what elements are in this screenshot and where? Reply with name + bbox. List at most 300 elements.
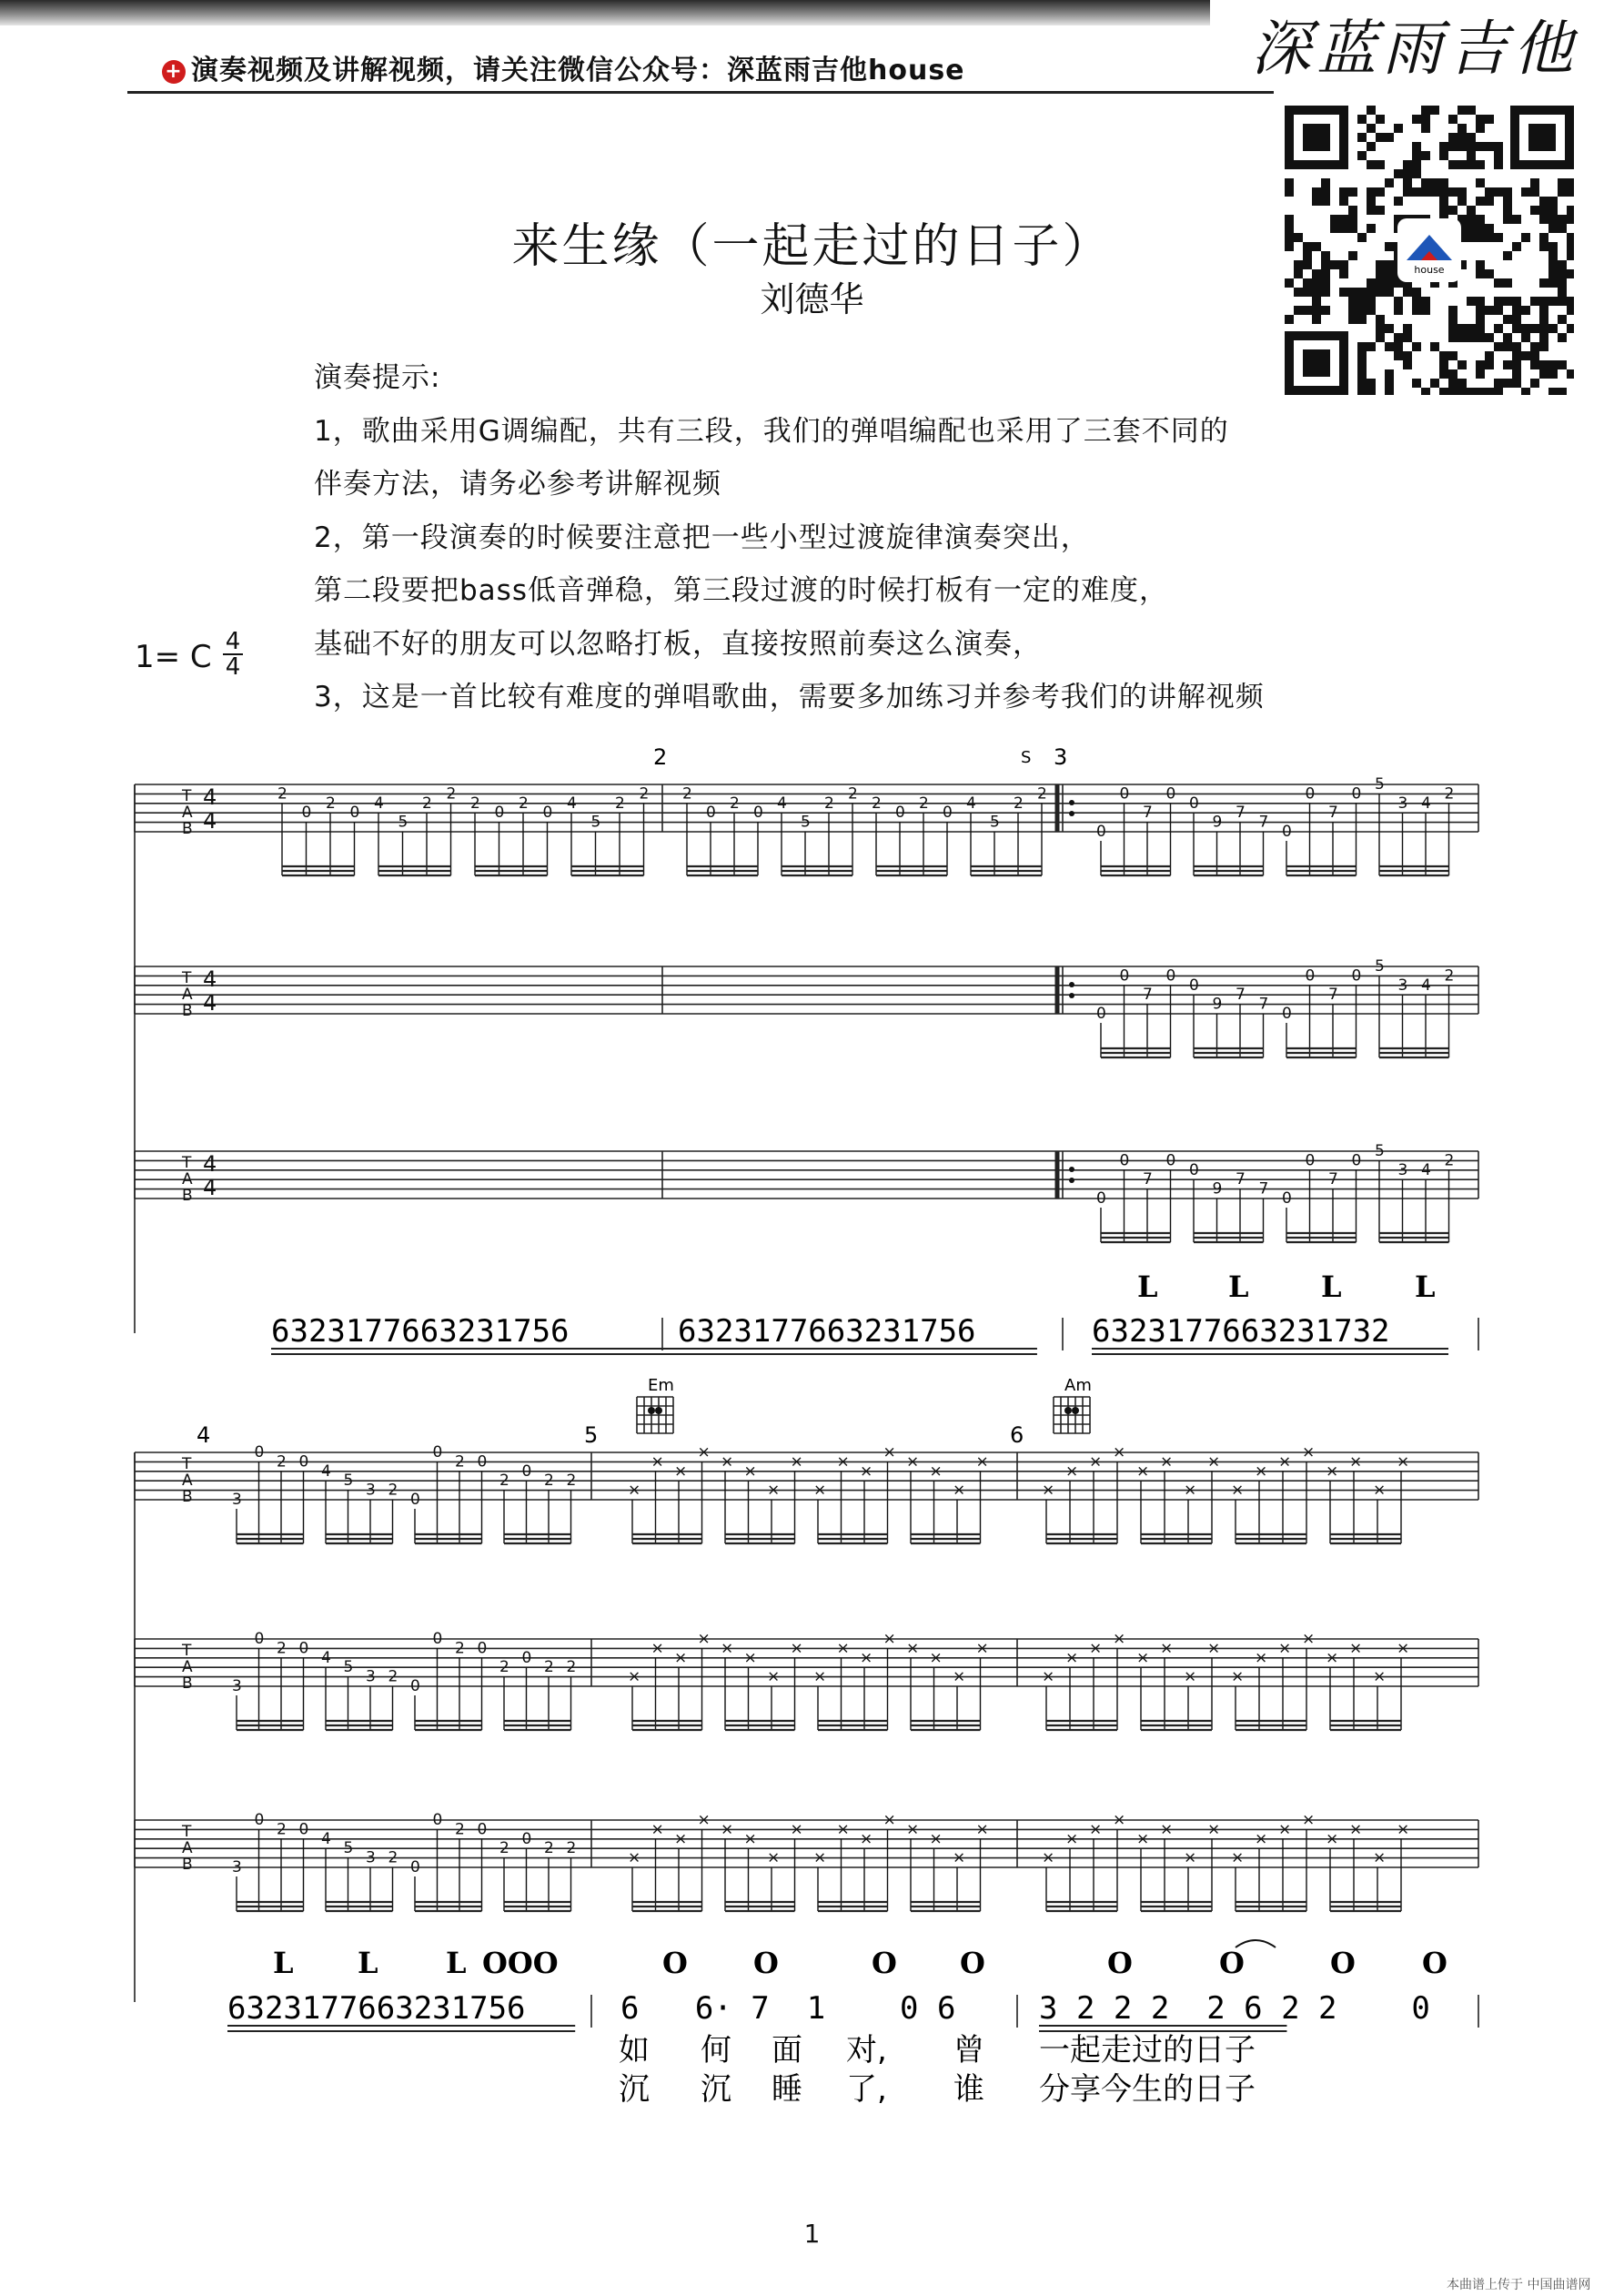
tab-fret: 2 [1444, 1151, 1455, 1170]
tab-fret: 0 [477, 1820, 488, 1839]
tab-x-note: × [1042, 1481, 1055, 1500]
tab-fret: 0 [895, 804, 905, 823]
tab-fret: 0 [1119, 784, 1130, 804]
tab-x-note: × [721, 1639, 734, 1658]
tab-fret: 0 [410, 1858, 420, 1876]
tab-x-note: × [836, 1820, 850, 1839]
tab-x-note: × [1113, 1443, 1126, 1462]
tab-clef: B [182, 1488, 193, 1506]
tab-x-note: × [1184, 1848, 1197, 1867]
tab-x-note: × [860, 1648, 873, 1667]
tab-x-note: × [1113, 1811, 1126, 1829]
tab-fret: 5 [1375, 775, 1385, 794]
tab-fret: 0 [432, 1443, 443, 1462]
tab-fret: 0 [521, 1648, 532, 1667]
tab-fret: 4 [321, 1648, 331, 1667]
tips-line: 基础不好的朋友可以忽略打板，直接按照前奏这么演奏， [314, 627, 1042, 661]
tab-x-note: × [813, 1481, 827, 1500]
tab-fret: 5 [398, 813, 409, 832]
tab-fret: 2 [544, 1472, 554, 1491]
tab-fret: 5 [343, 1658, 354, 1677]
tab-x-note: × [1397, 1820, 1410, 1839]
tab-fret: 0 [1305, 966, 1316, 986]
tab-fret: 0 [494, 804, 505, 823]
tab-x-note: × [953, 1848, 966, 1867]
tab-x-note: × [767, 1481, 781, 1500]
lyric: 了, [846, 2071, 887, 2108]
tab-x-note: × [1207, 1452, 1221, 1472]
tab-x-note: × [1302, 1443, 1316, 1462]
tab-x-note: × [651, 1820, 664, 1839]
tab-x-note: × [1349, 1639, 1363, 1658]
tab-fret: 7 [1258, 813, 1269, 832]
tab-fret: 2 [470, 794, 480, 813]
tab-fret: 0 [1351, 1151, 1362, 1170]
tab-x-note: × [1349, 1452, 1363, 1472]
song-artist: 刘德华 [760, 279, 864, 319]
tab-fret: 0 [254, 1443, 265, 1462]
strum-mark: O [1107, 1946, 1133, 1980]
tab-fret: 2 [455, 1820, 465, 1839]
tab-clef: A [182, 1170, 193, 1188]
repeat-dot [1069, 800, 1074, 805]
chord-dot [1064, 1407, 1072, 1414]
tab-x-note: × [1326, 1462, 1339, 1481]
tips-line: 1，歌曲采用G调编配，共有三段，我们的弹唱编配也采用了三套不同的 [314, 414, 1229, 448]
tab-fret: 2 [388, 1481, 398, 1500]
tab-fret: 0 [1351, 784, 1362, 804]
promo-label: 演奏视频及讲解视频，请关注微信公众号：深蓝雨吉他house [191, 55, 965, 86]
tab-fret: 0 [753, 804, 763, 823]
tab-x-note: × [1042, 1667, 1055, 1686]
strum-mark: L [273, 1946, 294, 1980]
strum-mark: O [1330, 1946, 1356, 1980]
tab-fret: 5 [590, 813, 601, 832]
tab-x-note: × [929, 1829, 943, 1848]
tab-x-note: × [743, 1829, 757, 1848]
tab-time: 4 [203, 966, 217, 992]
measure-number: 5 [584, 1422, 599, 1448]
lyric: 睡 [772, 2071, 802, 2108]
tab-clef: B [182, 820, 193, 838]
tab-fret: 0 [1282, 1005, 1292, 1023]
strum-mark: L [1321, 1269, 1342, 1304]
tab-fret: 4 [966, 794, 976, 813]
tab-x-note: × [1089, 1639, 1103, 1658]
tab-fret: 4 [567, 794, 577, 813]
tab-x-note: × [743, 1648, 757, 1667]
tab-fret: 7 [1236, 1170, 1246, 1189]
tab-x-note: × [767, 1667, 781, 1686]
numbered-notation: 6323177663231732 [1092, 1313, 1390, 1350]
tab-time: 4 [203, 784, 217, 810]
tips-line: 第二段要把bass低音弹稳，第三段过渡的时候打板有一定的难度， [314, 574, 1168, 607]
tab-fret: 2 [388, 1848, 398, 1867]
tab-fret: 7 [1328, 1170, 1338, 1189]
tab-x-note: × [1373, 1848, 1387, 1867]
tips-line: 2，第一段演奏的时候要注意把一些小型过渡旋律演奏突出， [314, 521, 1090, 554]
tab-x-note: × [1136, 1462, 1150, 1481]
tab-x-note: × [836, 1639, 850, 1658]
tab-x-note: × [883, 1811, 896, 1829]
tab-fret: 2 [566, 1839, 577, 1858]
tab-time: 4 [203, 990, 217, 1016]
tab-x-note: × [674, 1829, 688, 1848]
tab-x-note: × [1231, 1848, 1245, 1867]
repeat-dot [1069, 993, 1074, 998]
tab-x-note: × [1278, 1452, 1292, 1472]
measure-number: 6 [1010, 1422, 1024, 1448]
tab-x-note: × [628, 1848, 641, 1867]
tab-x-note: × [1207, 1639, 1221, 1658]
tab-fret: 2 [446, 784, 457, 804]
strum-mark: L [1415, 1269, 1436, 1304]
tab-x-note: × [929, 1648, 943, 1667]
tab-x-note: × [697, 1630, 711, 1648]
tab-fret: 3 [232, 1491, 242, 1509]
tab-clef: B [182, 1674, 193, 1693]
tab-x-note: × [906, 1452, 920, 1472]
tab-fret: 3 [1397, 976, 1408, 995]
repeat-dot [1069, 811, 1074, 816]
tab-x-note: × [1160, 1639, 1174, 1658]
repeat-dot [1069, 1178, 1074, 1183]
strum-mark: L [1228, 1269, 1249, 1304]
tab-x-note: × [1231, 1667, 1245, 1686]
repeat-dot [1069, 982, 1074, 987]
tab-fret: 2 [277, 1452, 287, 1472]
tab-fret: 7 [1143, 986, 1153, 1005]
tab-fret: 0 [1165, 784, 1176, 804]
tab-fret: 2 [499, 1472, 509, 1491]
tab-x-note: × [628, 1481, 641, 1500]
tab-fret: 3 [232, 1677, 242, 1695]
tab-clef: A [182, 804, 193, 822]
tab-x-note: × [721, 1820, 734, 1839]
lyric: 曾 [953, 2032, 984, 2068]
tab-clef: T [182, 1642, 192, 1660]
tab-fret: 5 [990, 813, 1000, 832]
tab-x-note: × [836, 1452, 850, 1472]
tab-fret: 2 [544, 1658, 554, 1677]
chord-dot [655, 1407, 662, 1414]
numbered-notation: 3 2 2 2 2 6 2 2 0 [1039, 1990, 1430, 2027]
tab-fret: 0 [298, 1820, 309, 1839]
tab-clef: B [182, 1002, 193, 1020]
tab-fret: 0 [432, 1630, 443, 1648]
lyric: 沉 [619, 2071, 650, 2108]
tab-x-note: × [883, 1630, 896, 1648]
tab-fret: 0 [521, 1462, 532, 1481]
tab-x-note: × [1136, 1829, 1150, 1848]
tab-fret: 2 [422, 794, 432, 813]
tab-x-note: × [790, 1820, 803, 1839]
numbered-notation: 6 6· 7 1 0 6 [620, 1990, 956, 2027]
time-bottom: 4 [225, 653, 241, 681]
tab-x-note: × [1089, 1820, 1103, 1839]
tab-fret: 2 [730, 794, 740, 813]
chord-name: Em [648, 1376, 674, 1395]
tab-x-note: × [1302, 1811, 1316, 1829]
chord-dot [1072, 1407, 1079, 1414]
tab-x-note: × [1349, 1820, 1363, 1839]
tab-fret: 2 [519, 794, 529, 813]
tab-fret: 2 [824, 794, 834, 813]
tab-fret: 9 [1212, 813, 1223, 832]
tab-time: 4 [203, 808, 217, 834]
tab-fret: 3 [232, 1858, 242, 1876]
strum-mark: L [358, 1946, 378, 1980]
tab-fret: 2 [1444, 784, 1455, 804]
tab-fret: 2 [615, 794, 625, 813]
tab-clef: B [182, 1187, 193, 1205]
slide-mark: S [1021, 748, 1032, 767]
tab-fret: 0 [1282, 1189, 1292, 1208]
lyric: 何 [701, 2032, 731, 2068]
tab-fret: 7 [1236, 804, 1246, 823]
tab-fret: 2 [848, 784, 858, 804]
tab-fret: 2 [1014, 794, 1024, 813]
brand-logo: 深蓝雨吉他 [1251, 14, 1579, 84]
tab-fret: 2 [499, 1839, 509, 1858]
tab-fret: 2 [388, 1667, 398, 1686]
tab-x-note: × [906, 1639, 920, 1658]
tab-fret: 0 [1351, 966, 1362, 986]
tab-fret: 2 [872, 794, 882, 813]
tab-x-note: × [975, 1452, 989, 1472]
tab-fret: 3 [366, 1848, 376, 1867]
tab-fret: 3 [366, 1481, 376, 1500]
tab-fret: 0 [1165, 966, 1176, 986]
tab-fret: 4 [321, 1829, 331, 1848]
strum-mark: L [1137, 1269, 1158, 1304]
strum-mark: O [1219, 1946, 1245, 1980]
tab-x-note: × [790, 1639, 803, 1658]
tab-x-note: × [929, 1462, 943, 1481]
lyric: 一起走过的日子 [1039, 2032, 1256, 2068]
tab-fret: 0 [943, 804, 953, 823]
lyric: 谁 [953, 2071, 984, 2108]
tab-x-note: × [1184, 1481, 1197, 1500]
numbered-notation: 6323177663231756 [227, 1990, 526, 2027]
tab-x-note: × [975, 1639, 989, 1658]
tab-clef: A [182, 1658, 193, 1676]
tab-x-note: × [1326, 1829, 1339, 1848]
lyric: 对, [846, 2032, 887, 2068]
tab-x-note: × [767, 1848, 781, 1867]
tab-fret: 0 [254, 1630, 265, 1648]
tab-fret: 7 [1258, 995, 1269, 1014]
tips-line: 伴奏方法，请务必参考讲解视频 [314, 468, 721, 501]
tab-fret: 5 [1375, 1142, 1385, 1160]
tab-x-note: × [975, 1820, 989, 1839]
tab-fret: 7 [1143, 804, 1153, 823]
chord-dot [648, 1407, 655, 1414]
tab-fret: 4 [1421, 976, 1431, 995]
tab-fret: 0 [1119, 966, 1130, 986]
tab-fret: 5 [1375, 957, 1385, 976]
numbered-notation: 6323177663231756 [271, 1313, 570, 1350]
numbered-notation: 6323177663231756 [678, 1313, 976, 1350]
tab-fret: 2 [544, 1839, 554, 1858]
tips-line: 3，这是一首比较有难度的弹唱歌曲，需要多加练习并参考我们的讲解视频 [314, 681, 1265, 713]
strum-mark: O [960, 1946, 985, 1980]
measure-number: 2 [653, 744, 668, 770]
tab-fret: 3 [1397, 794, 1408, 813]
tab-x-note: × [1207, 1820, 1221, 1839]
tab-x-note: × [1278, 1820, 1292, 1839]
footer-credit: 本曲谱上传于 中国曲谱网 [1447, 2278, 1591, 2292]
tab-fret: 7 [1328, 804, 1338, 823]
page-number: 1 [803, 2219, 821, 2249]
tab-fret: 3 [366, 1667, 376, 1686]
tab-x-note: × [743, 1462, 757, 1481]
lyric: 如 [619, 2032, 650, 2068]
tab-clef: A [182, 1472, 193, 1490]
tab-fret: 0 [1096, 1005, 1106, 1023]
tab-fret: 0 [1189, 1160, 1199, 1179]
tab-fret: 0 [1096, 823, 1106, 841]
tab-fret: 2 [1037, 784, 1047, 804]
tab-fret: 5 [801, 813, 811, 832]
tab-x-note: × [1160, 1820, 1174, 1839]
tab-x-note: × [1397, 1452, 1410, 1472]
tab-fret: 0 [1282, 823, 1292, 841]
tab-clef: T [182, 1455, 192, 1473]
tab-fret: 4 [1421, 794, 1431, 813]
tab-fret: 2 [566, 1472, 577, 1491]
tab-x-note: × [674, 1648, 688, 1667]
tab-x-note: × [860, 1829, 873, 1848]
tab-x-note: × [1326, 1648, 1339, 1667]
tab-fret: 4 [321, 1462, 331, 1481]
tab-x-note: × [790, 1452, 803, 1472]
tab-x-note: × [628, 1667, 641, 1686]
tab-x-note: × [1089, 1452, 1103, 1472]
tab-fret: 0 [298, 1452, 309, 1472]
tab-fret: 0 [1189, 794, 1199, 813]
tab-x-note: × [1113, 1630, 1126, 1648]
tab-x-note: × [1065, 1462, 1079, 1481]
tab-fret: 9 [1212, 1179, 1223, 1199]
tab-fret: 2 [455, 1452, 465, 1472]
tab-fret: 0 [706, 804, 716, 823]
measure-number: 4 [197, 1422, 211, 1448]
tab-x-note: × [1160, 1452, 1174, 1472]
tab-x-note: × [906, 1820, 920, 1839]
tab-clef: A [182, 1839, 193, 1857]
tab-x-note: × [1065, 1648, 1079, 1667]
tab-x-note: × [1255, 1462, 1268, 1481]
tab-fret: 0 [477, 1452, 488, 1472]
tab-fret: 7 [1258, 1179, 1269, 1199]
song-title: 来生缘（一起走过的日子） [511, 219, 1113, 274]
tab-x-note: × [1373, 1667, 1387, 1686]
strum-mark: O [753, 1946, 779, 1980]
tab-fret: 0 [542, 804, 553, 823]
tab-fret: 2 [277, 1639, 287, 1658]
lyric: 面 [772, 2032, 802, 2068]
strum-mark: O [1422, 1946, 1447, 1980]
strum-mark: O [872, 1946, 897, 1980]
tab-fret: 2 [1444, 966, 1455, 986]
tab-x-note: × [1231, 1481, 1245, 1500]
tab-x-note: × [651, 1452, 664, 1472]
strum-mark: O [662, 1946, 688, 1980]
tab-clef: A [182, 986, 193, 1004]
repeat-dot [1069, 1167, 1074, 1172]
lyric: 沉 [701, 2071, 731, 2108]
lyric: 分享今生的日子 [1039, 2071, 1256, 2108]
tab-fret: 2 [499, 1658, 509, 1677]
tab-fret: 0 [1189, 976, 1199, 995]
tab-fret: 0 [1096, 1189, 1106, 1208]
tips-line: 演奏提示: [314, 361, 441, 394]
tab-time: 4 [203, 1175, 217, 1200]
tab-x-note: × [813, 1848, 827, 1867]
tab-fret: 0 [298, 1639, 309, 1658]
tab-fret: 0 [1119, 1151, 1130, 1170]
tab-x-note: × [860, 1462, 873, 1481]
qr-house-label: house [1414, 264, 1445, 276]
tab-fret: 2 [455, 1639, 465, 1658]
tab-x-note: × [674, 1462, 688, 1481]
tab-fret: 4 [374, 794, 384, 813]
tab-x-note: × [1302, 1630, 1316, 1648]
tab-fret: 5 [343, 1472, 354, 1491]
tab-fret: 0 [477, 1639, 488, 1658]
tab-fret: 0 [254, 1811, 265, 1829]
tab-fret: 0 [1305, 784, 1316, 804]
tab-x-note: × [953, 1667, 966, 1686]
tab-clef: T [182, 1823, 192, 1841]
tab-fret: 0 [1305, 1151, 1316, 1170]
tab-fret: 7 [1236, 986, 1246, 1005]
tab-fret: 4 [777, 794, 787, 813]
tab-fret: 2 [326, 794, 336, 813]
strum-mark: OOO [482, 1946, 559, 1980]
tab-clef: T [182, 787, 192, 805]
tab-x-note: × [1042, 1848, 1055, 1867]
tab-fret: 2 [682, 784, 692, 804]
tab-fret: 7 [1143, 1170, 1153, 1189]
tab-x-note: × [697, 1811, 711, 1829]
tab-fret: 0 [410, 1677, 420, 1695]
tab-fret: 2 [277, 1820, 287, 1839]
tab-x-note: × [1136, 1648, 1150, 1667]
tab-x-note: × [1065, 1829, 1079, 1848]
tab-x-note: × [1255, 1648, 1268, 1667]
strum-mark: L [446, 1946, 467, 1980]
tab-fret: 2 [639, 784, 650, 804]
tab-x-note: × [1397, 1639, 1410, 1658]
tab-x-note: × [953, 1481, 966, 1500]
tab-x-note: × [813, 1667, 827, 1686]
tab-fret: 9 [1212, 995, 1223, 1014]
tab-clef: B [182, 1856, 193, 1874]
tab-x-note: × [721, 1452, 734, 1472]
tab-x-note: × [697, 1443, 711, 1462]
tab-clef: T [182, 969, 192, 987]
tab-fret: 2 [919, 794, 929, 813]
tab-x-note: × [883, 1443, 896, 1462]
key-signature: 1= C [135, 639, 212, 675]
plus-icon: + [162, 60, 186, 84]
tab-fret: 5 [343, 1839, 354, 1858]
tab-fret: 0 [349, 804, 360, 823]
tab-x-note: × [1278, 1639, 1292, 1658]
tab-fret: 7 [1328, 986, 1338, 1005]
